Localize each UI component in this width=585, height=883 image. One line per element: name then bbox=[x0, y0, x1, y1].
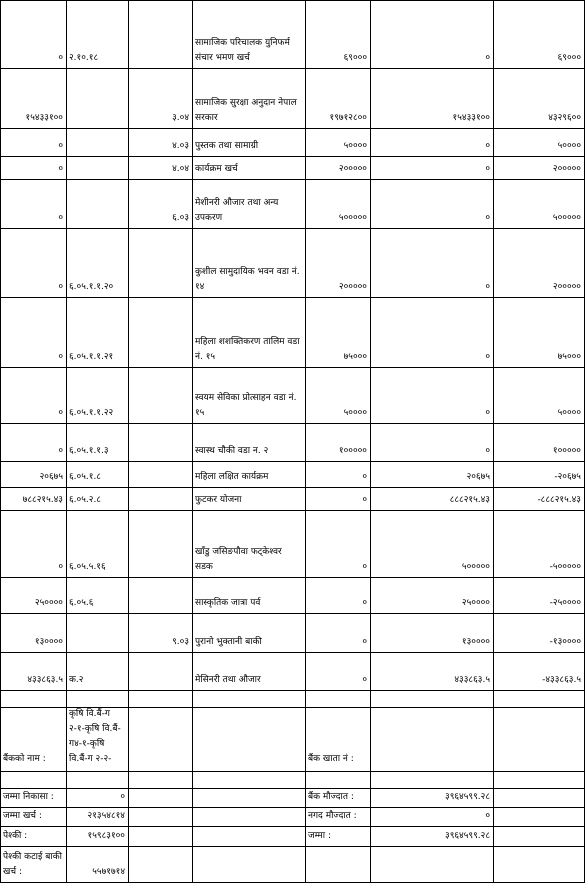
budget-amount: ५०००० bbox=[343, 408, 367, 418]
previous-amount: २५०००० bbox=[34, 598, 63, 608]
balance-amount: ६९००० bbox=[557, 53, 581, 63]
grid-line bbox=[305, 0, 306, 882]
balance-amount: २००००० bbox=[552, 282, 581, 292]
bank-name-label: बैंकको नाम : bbox=[3, 754, 46, 764]
grid-line bbox=[0, 461, 585, 462]
expense-amount: ० bbox=[485, 164, 490, 174]
total-expense-value: २१३५४८१४ bbox=[87, 811, 125, 821]
description: कार्यक्रम खर्च bbox=[195, 164, 238, 174]
balance-amount: ७५००० bbox=[557, 352, 581, 362]
grid-line bbox=[192, 0, 193, 882]
balance-amount: -२५०००० bbox=[549, 598, 581, 608]
balance-amount: -५००००० bbox=[549, 562, 581, 572]
sub-code: ४.०३ bbox=[172, 141, 189, 151]
advance-deduct-label: पेश्की कटाई बाकी खर्च : bbox=[3, 852, 62, 877]
grid-line bbox=[0, 228, 585, 229]
budget-code: ६.०५.१.१.२१ bbox=[69, 352, 114, 362]
previous-amount: ७८८२१५.४३ bbox=[22, 495, 63, 505]
budget-code: ६.०५.६ bbox=[69, 598, 94, 608]
balance-amount: २००००० bbox=[552, 164, 581, 174]
budget-code: २.१०.१८ bbox=[69, 53, 99, 63]
cash-balance-label: नगद मौज्दात : bbox=[308, 811, 357, 821]
grid-line bbox=[66, 0, 67, 882]
previous-amount: १५४३३१०० bbox=[25, 113, 63, 123]
previous-amount: ० bbox=[58, 53, 63, 63]
description: सामाजिक सुरक्षा अनुदान नेपाल सरकार bbox=[195, 98, 297, 123]
grid-line bbox=[0, 0, 585, 1]
budget-code: ६.०५.१.८ bbox=[69, 472, 101, 482]
description: फुटकर योजना bbox=[195, 495, 242, 505]
previous-amount: ० bbox=[58, 164, 63, 174]
grid-line bbox=[128, 0, 129, 882]
description: सामाजिक परिचालक युनिफर्म संचार भमण खर्च bbox=[195, 38, 290, 63]
budget-code: ६.०५.१.१.२२ bbox=[69, 408, 114, 418]
previous-amount: ० bbox=[58, 446, 63, 456]
balance-amount: ५०००० bbox=[557, 141, 581, 151]
grid-line bbox=[0, 0, 1, 882]
grid-line bbox=[0, 179, 585, 180]
budget-amount: ० bbox=[362, 472, 367, 482]
balance-amount: ५००००० bbox=[552, 213, 581, 223]
expense-amount: ० bbox=[485, 352, 490, 362]
budget-code: ६.०५.२.८ bbox=[69, 495, 101, 505]
previous-amount: ० bbox=[58, 562, 63, 572]
grid-line bbox=[0, 613, 585, 614]
previous-amount: ० bbox=[58, 213, 63, 223]
balance-amount: -८८८२१५.४३ bbox=[537, 495, 581, 505]
description: पुरानो भुक्तानी बाकी bbox=[195, 637, 262, 647]
balance-amount: १००००० bbox=[552, 446, 581, 456]
expense-amount: ० bbox=[485, 213, 490, 223]
previous-amount: ० bbox=[58, 408, 63, 418]
expense-amount: ८८८२१५.४३ bbox=[449, 495, 490, 505]
budget-amount: ५०००० bbox=[343, 141, 367, 151]
balance-amount: ५०००० bbox=[557, 408, 581, 418]
grid-line bbox=[0, 367, 585, 368]
grid-line bbox=[0, 771, 585, 772]
description: पुस्तक तथा सामाग्री bbox=[195, 141, 259, 151]
description: स्वयम सेविका प्रोत्साहन वडा नं. १५ bbox=[195, 393, 297, 418]
budget-code: क.२ bbox=[69, 675, 84, 685]
budget-amount: १००००० bbox=[338, 446, 367, 456]
previous-amount: २०६७५ bbox=[39, 472, 63, 482]
total-expense-label: जम्मा खर्च : bbox=[3, 811, 42, 821]
bank-account-label: बैंक खाता नं : bbox=[308, 754, 354, 764]
advance-label: पेश्की : bbox=[3, 831, 28, 841]
sub-code: ४.०४ bbox=[172, 164, 189, 174]
description: महिला लक्षित कार्यक्रम bbox=[195, 472, 269, 482]
expense-amount: २०६७५ bbox=[466, 472, 490, 482]
balance-amount: -२०६७५ bbox=[554, 472, 581, 482]
grid-line bbox=[0, 652, 585, 653]
grid-line bbox=[0, 297, 585, 298]
budget-amount: २००००० bbox=[338, 282, 367, 292]
budget-amount: ० bbox=[362, 562, 367, 572]
previous-amount: ४३३८६३.५ bbox=[27, 675, 63, 685]
expense-amount: ० bbox=[485, 282, 490, 292]
budget-code: ६.०५.१.१.३ bbox=[69, 446, 109, 456]
bank-name-value: कृषि वि.बैं-ग २-१-कृषि वि.बैं-ग४-१-कृषि वि.बैं-ग २-२- bbox=[69, 709, 121, 764]
expense-amount: १३०००० bbox=[461, 637, 490, 647]
previous-amount: १३०००० bbox=[34, 637, 63, 647]
sub-code: ३.०४ bbox=[172, 113, 189, 123]
advance-deduct-value: ५५७१७१४ bbox=[92, 867, 125, 877]
expense-amount: ० bbox=[485, 53, 490, 63]
expense-amount: २५०००० bbox=[461, 598, 490, 608]
budget-amount: ० bbox=[362, 495, 367, 505]
budget-amount: १९७१२८०० bbox=[329, 113, 367, 123]
expense-amount: ० bbox=[485, 141, 490, 151]
expense-amount: ४३३८६३.५ bbox=[454, 675, 490, 685]
balance-amount: ४३२९६०० bbox=[548, 113, 581, 123]
budget-amount: ६९००० bbox=[343, 53, 367, 63]
grid-line bbox=[0, 510, 585, 511]
description: खाँडु जसिङपौवा फट्केश्वर सडक bbox=[195, 547, 282, 572]
balance-amount: -१३०००० bbox=[549, 637, 581, 647]
description: महिला शशक्तिकरण तालिम वडा नं. १५ bbox=[195, 337, 300, 362]
budget-amount: ० bbox=[362, 675, 367, 685]
grid-line bbox=[0, 788, 585, 789]
grid-line bbox=[0, 690, 585, 691]
grid-line bbox=[0, 807, 585, 808]
grid-line bbox=[0, 577, 585, 578]
sub-code: ६.०३ bbox=[172, 213, 189, 223]
grid-line bbox=[0, 68, 585, 69]
expense-amount: ५००००० bbox=[461, 562, 490, 572]
cash-balance-value: ० bbox=[485, 811, 490, 821]
expense-amount: ० bbox=[485, 446, 490, 456]
description: स्वास्थ चौकी वडा न. २ bbox=[195, 446, 269, 456]
grid-line bbox=[0, 128, 585, 129]
grand-total-value: ३९६४५९९.२८ bbox=[445, 831, 490, 841]
bank-balance-value: ३९६४५९९.२८ bbox=[445, 792, 490, 802]
expense-amount: ० bbox=[485, 408, 490, 418]
balance-amount: -४३३८६३.५ bbox=[542, 675, 581, 685]
grid-line bbox=[0, 487, 585, 488]
total-withdrawal-value: ० bbox=[120, 792, 125, 802]
sub-code: ९.०३ bbox=[172, 637, 189, 647]
description: कुशील सामुदायिक भवन वडा नं. १४ bbox=[195, 267, 300, 292]
grid-line bbox=[493, 0, 494, 882]
previous-amount: ० bbox=[58, 282, 63, 292]
description: मेशीनरी औजार तथा अन्य उपकरण bbox=[195, 198, 279, 223]
previous-amount: ० bbox=[58, 352, 63, 362]
budget-code: ६.०५.५.१६ bbox=[69, 562, 106, 572]
budget-amount: २००००० bbox=[338, 164, 367, 174]
budget-code: ६.०५.१.१.२० bbox=[69, 282, 114, 292]
previous-amount: ० bbox=[58, 141, 63, 151]
grand-total-label: जम्मा : bbox=[308, 831, 331, 841]
expense-amount: १५४३३१०० bbox=[452, 113, 490, 123]
description: सास्कृतिक जात्रा पर्व bbox=[195, 598, 261, 608]
description: मेसिनरी तथा औजार bbox=[195, 675, 261, 685]
budget-amount: ७५००० bbox=[343, 352, 367, 362]
budget-amount: ० bbox=[362, 637, 367, 647]
grid-line bbox=[0, 826, 585, 827]
bank-balance-label: बैंक मौज्दात : bbox=[308, 792, 354, 802]
total-withdrawal-label: जम्मा निकासा : bbox=[3, 792, 54, 802]
advance-value: १५९८३१०० bbox=[87, 831, 125, 841]
budget-amount: ० bbox=[362, 598, 367, 608]
grid-line bbox=[370, 0, 371, 882]
grid-line bbox=[0, 156, 585, 157]
grid-line bbox=[0, 423, 585, 424]
budget-amount: ५००००० bbox=[338, 213, 367, 223]
grid-line bbox=[0, 846, 585, 847]
